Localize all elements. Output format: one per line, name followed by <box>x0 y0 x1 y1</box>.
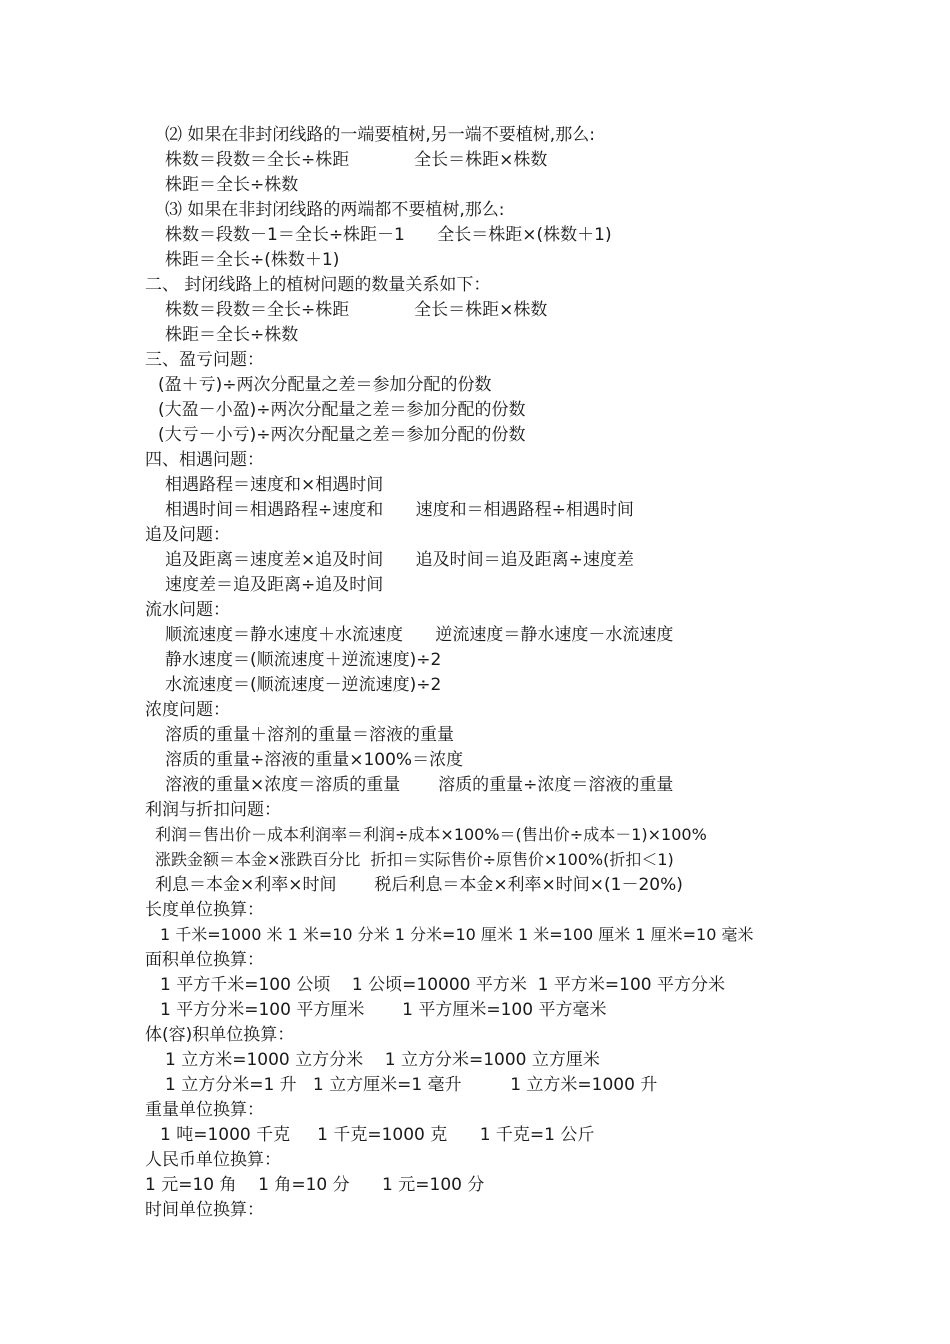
text-line: 溶质的重量＋溶剂的重量＝溶液的重量 <box>165 725 454 745</box>
text-line: 株数＝段数－1＝全长÷株距－1 全长＝株距×(株数＋1) <box>165 225 612 245</box>
text-line: 株距＝全长÷株数 <box>165 175 299 195</box>
section-heading: 四、相遇问题： <box>145 450 264 470</box>
section-heading: 浓度问题： <box>145 700 230 720</box>
text-line: 1 元=10 角 1 角=10 分 1 元=100 分 <box>145 1175 485 1195</box>
text-line: 1 吨=1000 千克 1 千克=1000 克 1 千克=1 公斤 <box>160 1125 595 1145</box>
text-line: (大盈－小盈)÷两次分配量之差＝参加分配的份数 <box>158 400 526 420</box>
section-heading: 体(容)积单位换算： <box>145 1025 295 1045</box>
text-line: 利息＝本金×利率×时间 税后利息＝本金×利率×时间×(1－20%) <box>155 875 683 895</box>
text-line: 溶液的重量×浓度＝溶质的重量 溶质的重量÷浓度＝溶液的重量 <box>165 775 674 795</box>
text-line: 水流速度＝(顺流速度－逆流速度)÷2 <box>165 675 442 695</box>
text-line: 追及距离＝速度差×追及时间 追及时间＝追及距离÷速度差 <box>165 550 634 570</box>
text-line: 静水速度＝(顺流速度＋逆流速度)÷2 <box>165 650 442 670</box>
text-line: 1 平方分米=100 平方厘米 1 平方厘米=100 平方毫米 <box>160 1000 607 1020</box>
text-line: (盈＋亏)÷两次分配量之差＝参加分配的份数 <box>158 375 492 395</box>
text-line: 溶质的重量÷溶液的重量×100%＝浓度 <box>165 750 464 770</box>
text-line: 株数＝段数＝全长÷株距 全长＝株距×株数 <box>165 300 548 320</box>
section-heading: 人民币单位换算： <box>145 1150 281 1170</box>
text-line: 株距＝全长÷(株数＋1) <box>165 250 340 270</box>
text-line: 1 千米=1000 米 1 米=10 分米 1 分米=10 厘米 1 米=100 厘米 1 厘米=10 毫米 <box>160 925 754 944</box>
section-heading: 追及问题： <box>145 525 230 545</box>
section-heading: 长度单位换算： <box>145 900 264 920</box>
section-heading: 重量单位换算： <box>145 1100 264 1120</box>
text-line: 相遇路程＝速度和×相遇时间 <box>165 475 384 495</box>
text-line: 顺流速度＝静水速度＋水流速度 逆流速度＝静水速度－水流速度 <box>165 625 674 645</box>
section-heading: 时间单位换算： <box>145 1200 264 1220</box>
text-line: 1 平方千米=100 公顷 1 公顷=10000 平方米 1 平方米=100 平方分米 <box>160 975 726 995</box>
text-line: 利润＝售出价－成本利润率＝利润÷成本×100%＝(售出价÷成本－1)×100% <box>155 825 707 844</box>
text-line: 株数＝段数＝全长÷株距 全长＝株距×株数 <box>165 150 548 170</box>
text-line: (大亏－小亏)÷两次分配量之差＝参加分配的份数 <box>158 425 526 445</box>
text-line: 1 立方米=1000 立方分米 1 立方分米=1000 立方厘米 <box>165 1050 600 1070</box>
text-line: 速度差＝追及距离÷追及时间 <box>165 575 384 595</box>
text-line: ⑵ 如果在非封闭线路的一端要植树,另一端不要植树,那么: <box>165 125 595 145</box>
section-heading: 三、盈亏问题： <box>145 350 264 370</box>
text-line: ⑶ 如果在非封闭线路的两端都不要植树,那么: <box>165 200 505 220</box>
text-line: 相遇时间＝相遇路程÷速度和 速度和＝相遇路程÷相遇时间 <box>165 500 634 520</box>
section-heading: 利润与折扣问题： <box>145 800 281 820</box>
text-line: 涨跌金额＝本金×涨跌百分比 折扣＝实际售价÷原售价×100%(折扣＜1) <box>155 850 674 869</box>
text-line: 株距＝全长÷株数 <box>165 325 299 345</box>
section-heading: 二、 封闭线路上的植树问题的数量关系如下： <box>145 275 491 295</box>
text-line: 1 立方分米=1 升 1 立方厘米=1 毫升 1 立方米=1000 升 <box>165 1075 658 1095</box>
section-heading: 面积单位换算： <box>145 950 264 970</box>
section-heading: 流水问题： <box>145 600 230 620</box>
